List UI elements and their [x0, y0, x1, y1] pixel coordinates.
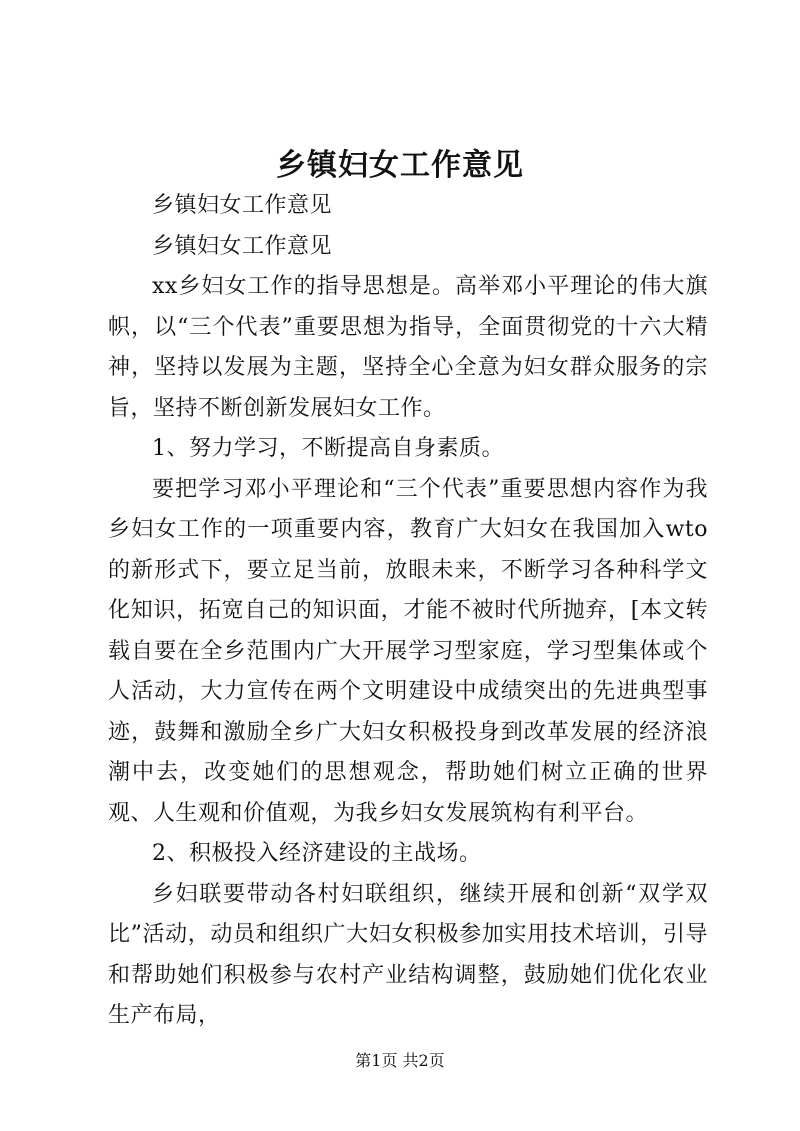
paragraph-economy: 乡妇联要带动各村妇联组织，继续开展和创新“双学双比”活动，动员和组织广大妇女积极参加实用技术培训，引导和帮助她们积极参与农村产业结构调整，鼓励她们优化农业生产布局， — [108, 881, 708, 1028]
document-body — [108, 186, 708, 1037]
document-title: 乡镇妇女工作意见 — [276, 148, 524, 183]
paragraph-subtitle-1: 乡镇妇女工作意见 — [152, 193, 333, 218]
paragraph-guiding-thought: xx乡妇女工作的指导思想是。高举邓小平理论的伟大旗帜，以“三个代表”重要思想为指导，全面贯彻党的十六大精神，坚持以发展为主题，坚持全心全意为妇女群众服务的宗旨，坚持不断创新发展妇女工作。 — [108, 274, 708, 421]
paragraph-study: 要把学习邓小平理论和“三个代表”重要思想内容作为我乡妇女工作的一项重要内容，教育广大妇女在我国加入wto的新形式下，要立足当前，放眼未来，不断学习各种科学文化知识，拓宽自己的知识面，才能不被时代所抛弃，[本文转载自要在全乡范围内广大开展学习型家庭，学习型集体或个人活动，大力宣传在两个文明建设中成绩突出的先进典型事迹，鼓舞和激励全乡广大妇女积极投身到改革发展的经济浪潮中去，改变她们的思想观念，帮助她们树立正确的世界观、人生观和价值观，为我乡妇女发展筑构有利平台。 — [108, 476, 708, 826]
page-number: 第1页 共2页 — [355, 1051, 445, 1070]
section-heading-1: 1、努力学习，不断提高自身素质。 — [152, 436, 504, 461]
section-heading-2: 2、积极投入经济建设的主战场。 — [152, 841, 482, 866]
paragraph-subtitle-2: 乡镇妇女工作意见 — [152, 233, 333, 259]
